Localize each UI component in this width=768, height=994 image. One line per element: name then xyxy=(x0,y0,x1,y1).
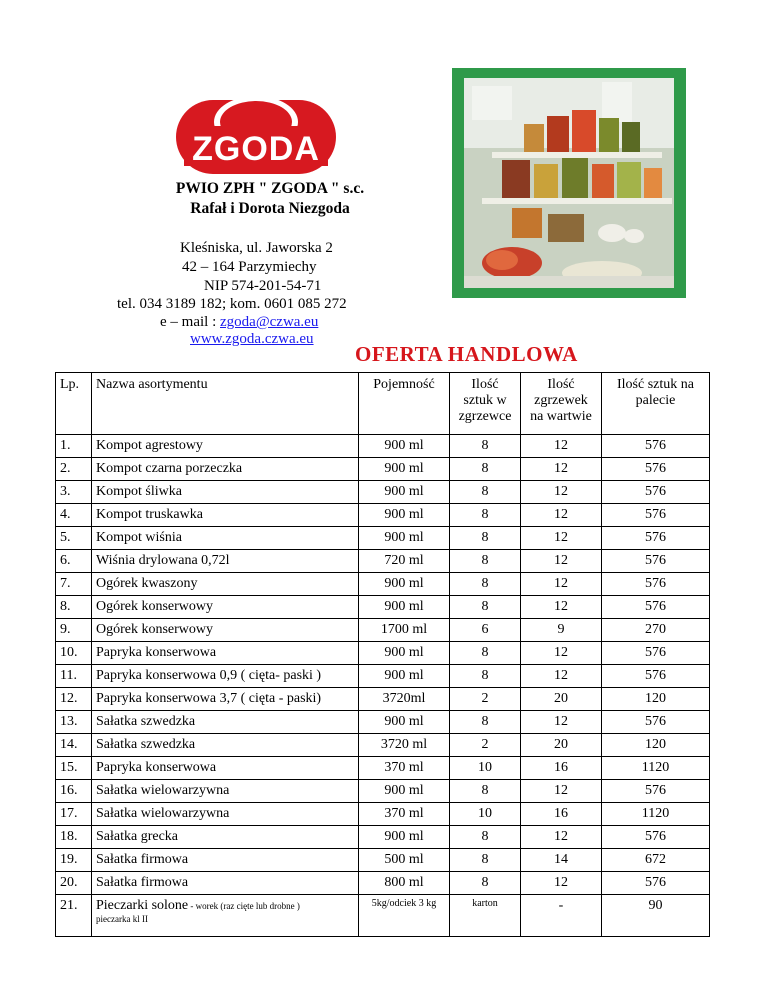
row-per-pack: 8 xyxy=(450,596,521,619)
company-logo xyxy=(176,92,336,174)
row-name: Sałatka szwedzka xyxy=(92,734,359,757)
table-row xyxy=(56,481,710,504)
row-capacity: 900 ml xyxy=(359,458,450,481)
row-capacity: 900 ml xyxy=(359,435,450,458)
row-lp: 10. xyxy=(56,642,92,665)
row-capacity: 5kg/odciek 3 kg xyxy=(359,895,450,937)
row-pallet: 1120 xyxy=(602,757,710,780)
row-pallet: 576 xyxy=(602,665,710,688)
row-pallet: 120 xyxy=(602,688,710,711)
row-capacity: 900 ml xyxy=(359,826,450,849)
logo-text: ZGODA xyxy=(192,130,320,168)
row-pallet: 576 xyxy=(602,872,710,895)
row-pallet: 90 xyxy=(602,895,710,937)
row-name: Kompot śliwka xyxy=(92,481,359,504)
header-per-pack: Ilość sztuk w zgrzewce xyxy=(450,373,521,435)
row-capacity: 900 ml xyxy=(359,504,450,527)
row-packs: 12 xyxy=(521,527,602,550)
table-row xyxy=(56,688,710,711)
email-label: e – mail : xyxy=(160,314,220,330)
table-row xyxy=(56,619,710,642)
row-packs: 12 xyxy=(521,550,602,573)
table-row xyxy=(56,504,710,527)
row-lp: 17. xyxy=(56,803,92,826)
row-per-pack: 8 xyxy=(450,481,521,504)
table-row xyxy=(56,435,710,458)
row-lp: 1. xyxy=(56,435,92,458)
row-name: Kompot czarna porzeczka xyxy=(92,458,359,481)
website-link[interactable]: www.zgoda.czwa.eu xyxy=(190,331,314,347)
row-pallet: 576 xyxy=(602,596,710,619)
zgoda-logo-graphic xyxy=(176,92,336,174)
row-name: Sałatka firmowa xyxy=(92,849,359,872)
row-per-pack: 8 xyxy=(450,435,521,458)
row-capacity: 370 ml xyxy=(359,803,450,826)
table-row xyxy=(56,826,710,849)
row-capacity: 370 ml xyxy=(359,757,450,780)
row-per-pack: 8 xyxy=(450,826,521,849)
row-lp: 20. xyxy=(56,872,92,895)
table-row xyxy=(56,573,710,596)
address-street: Kleśniska, ul. Jaworska 2 xyxy=(180,240,333,256)
table-row xyxy=(56,872,710,895)
row-per-pack: 8 xyxy=(450,872,521,895)
row-packs: 12 xyxy=(521,458,602,481)
row-packs: 16 xyxy=(521,757,602,780)
row-pallet: 270 xyxy=(602,619,710,642)
row-capacity: 900 ml xyxy=(359,665,450,688)
row-lp: 9. xyxy=(56,619,92,642)
row-lp: 19. xyxy=(56,849,92,872)
row-capacity: 800 ml xyxy=(359,872,450,895)
row-name: Ogórek konserwowy xyxy=(92,619,359,642)
row-per-pack: 2 xyxy=(450,688,521,711)
row-name: Papryka konserwowa 0,9 ( cięta- paski ) xyxy=(92,665,359,688)
row-packs: 20 xyxy=(521,688,602,711)
row-packs: - xyxy=(521,895,602,937)
row-pallet: 672 xyxy=(602,849,710,872)
row-packs: 12 xyxy=(521,596,602,619)
table-row xyxy=(56,527,710,550)
table-row xyxy=(56,895,710,937)
row-packs: 16 xyxy=(521,803,602,826)
row-per-pack: 8 xyxy=(450,527,521,550)
row-packs: 9 xyxy=(521,619,602,642)
row-packs: 20 xyxy=(521,734,602,757)
table-row xyxy=(56,803,710,826)
company-owners: Rafał i Dorota Niezgoda xyxy=(190,200,350,217)
row-packs: 12 xyxy=(521,826,602,849)
row-pallet: 576 xyxy=(602,435,710,458)
table-row xyxy=(56,757,710,780)
table-row xyxy=(56,665,710,688)
row-lp: 6. xyxy=(56,550,92,573)
header-capacity: Pojemność xyxy=(359,373,450,435)
row-lp: 2. xyxy=(56,458,92,481)
row-capacity: 900 ml xyxy=(359,481,450,504)
row-name: Sałatka szwedzka xyxy=(92,711,359,734)
email-link[interactable]: zgoda@czwa.eu xyxy=(220,314,319,330)
row-per-pack: 10 xyxy=(450,803,521,826)
row-packs: 12 xyxy=(521,504,602,527)
table-row xyxy=(56,780,710,803)
row-pallet: 576 xyxy=(602,711,710,734)
row-lp: 14. xyxy=(56,734,92,757)
row-pallet: 576 xyxy=(602,780,710,803)
row-capacity: 900 ml xyxy=(359,573,450,596)
row-per-pack: 8 xyxy=(450,504,521,527)
row-name: Kompot agrestowy xyxy=(92,435,359,458)
address-phone: tel. 034 3189 182; kom. 0601 085 272 xyxy=(117,296,347,312)
row-per-pack: 10 xyxy=(450,757,521,780)
jars-illustration xyxy=(452,68,686,298)
row-name: Papryka konserwowa 3,7 ( cięta - paski) xyxy=(92,688,359,711)
row-pallet: 576 xyxy=(602,458,710,481)
row-packs: 12 xyxy=(521,780,602,803)
row-name: Kompot truskawka xyxy=(92,504,359,527)
row-lp: 13. xyxy=(56,711,92,734)
row-per-pack: 8 xyxy=(450,458,521,481)
row-name: Papryka konserwowa xyxy=(92,642,359,665)
row-packs: 12 xyxy=(521,872,602,895)
row-pallet: 576 xyxy=(602,826,710,849)
table-row xyxy=(56,734,710,757)
row-pallet: 576 xyxy=(602,642,710,665)
row-name: Sałatka grecka xyxy=(92,826,359,849)
row-lp: 16. xyxy=(56,780,92,803)
row-per-pack: 6 xyxy=(450,619,521,642)
row-capacity: 900 ml xyxy=(359,596,450,619)
row-lp: 7. xyxy=(56,573,92,596)
row-name: Wiśnia drylowana 0,72l xyxy=(92,550,359,573)
row-per-pack: 8 xyxy=(450,711,521,734)
page-title: OFERTA HANDLOWA xyxy=(355,342,578,366)
row-packs: 12 xyxy=(521,573,602,596)
address-email-line xyxy=(160,314,318,331)
table-body xyxy=(56,435,710,895)
row-lp: 11. xyxy=(56,665,92,688)
row-capacity: 900 ml xyxy=(359,642,450,665)
row-capacity: 500 ml xyxy=(359,849,450,872)
row-lp: 15. xyxy=(56,757,92,780)
row-per-pack: 8 xyxy=(450,573,521,596)
address-city: 42 – 164 Parzymiechy xyxy=(182,259,317,275)
row-per-pack: 8 xyxy=(450,642,521,665)
row-lp: 5. xyxy=(56,527,92,550)
header-lp: Lp. xyxy=(56,373,92,435)
offer-table xyxy=(55,372,710,937)
row-per-pack: 8 xyxy=(450,550,521,573)
row-capacity: 3720 ml xyxy=(359,734,450,757)
row-pallet: 1120 xyxy=(602,803,710,826)
table-row xyxy=(56,642,710,665)
row-lp: 18. xyxy=(56,826,92,849)
table-row xyxy=(56,849,710,872)
row-name: Sałatka wielowarzywna xyxy=(92,803,359,826)
row-name: Papryka konserwowa xyxy=(92,757,359,780)
row-pallet: 120 xyxy=(602,734,710,757)
row-pallet: 576 xyxy=(602,481,710,504)
row-capacity: 1700 ml xyxy=(359,619,450,642)
table-row xyxy=(56,711,710,734)
table-row xyxy=(56,596,710,619)
row-lp: 21. xyxy=(56,895,92,937)
row-packs: 12 xyxy=(521,481,602,504)
row-pallet: 576 xyxy=(602,573,710,596)
row-name: Sałatka firmowa xyxy=(92,872,359,895)
row-name: Sałatka wielowarzywna xyxy=(92,780,359,803)
product-photo xyxy=(452,68,686,298)
row-lp: 3. xyxy=(56,481,92,504)
row-name: Ogórek konserwowy xyxy=(92,596,359,619)
header-packs: Ilość zgrzewek na wartwie xyxy=(521,373,602,435)
row-capacity: 900 ml xyxy=(359,527,450,550)
row-name: Pieczarki solone - worek (raz cięte lub drobne ) pieczarka kl II xyxy=(92,895,359,937)
row-pallet: 576 xyxy=(602,504,710,527)
row-per-pack: 8 xyxy=(450,849,521,872)
row-pallet: 576 xyxy=(602,527,710,550)
table-row xyxy=(56,550,710,573)
row-lp: 8. xyxy=(56,596,92,619)
address-www-line xyxy=(190,331,314,348)
header-name: Nazwa asortymentu xyxy=(92,373,359,435)
row-per-pack: 8 xyxy=(450,665,521,688)
row-packs: 12 xyxy=(521,711,602,734)
row-per-pack: 8 xyxy=(450,780,521,803)
row-packs: 12 xyxy=(521,665,602,688)
table-header-row xyxy=(56,373,710,435)
row-lp: 4. xyxy=(56,504,92,527)
row-pallet: 576 xyxy=(602,550,710,573)
company-name: PWIO ZPH " ZGODA " s.c. xyxy=(175,180,365,197)
address-nip: NIP 574-201-54-71 xyxy=(204,278,322,294)
row-packs: 12 xyxy=(521,435,602,458)
row-capacity: 900 ml xyxy=(359,711,450,734)
row-name: Kompot wiśnia xyxy=(92,527,359,550)
row-lp: 12. xyxy=(56,688,92,711)
row-capacity: 900 ml xyxy=(359,780,450,803)
row-packs: 14 xyxy=(521,849,602,872)
header-pallet: Ilość sztuk na palecie xyxy=(602,373,710,435)
table-row xyxy=(56,458,710,481)
row-per-pack: 2 xyxy=(450,734,521,757)
row-packs: 12 xyxy=(521,642,602,665)
row-per-pack: karton xyxy=(450,895,521,937)
row-capacity: 3720ml xyxy=(359,688,450,711)
row-name: Ogórek kwaszony xyxy=(92,573,359,596)
row-capacity: 720 ml xyxy=(359,550,450,573)
